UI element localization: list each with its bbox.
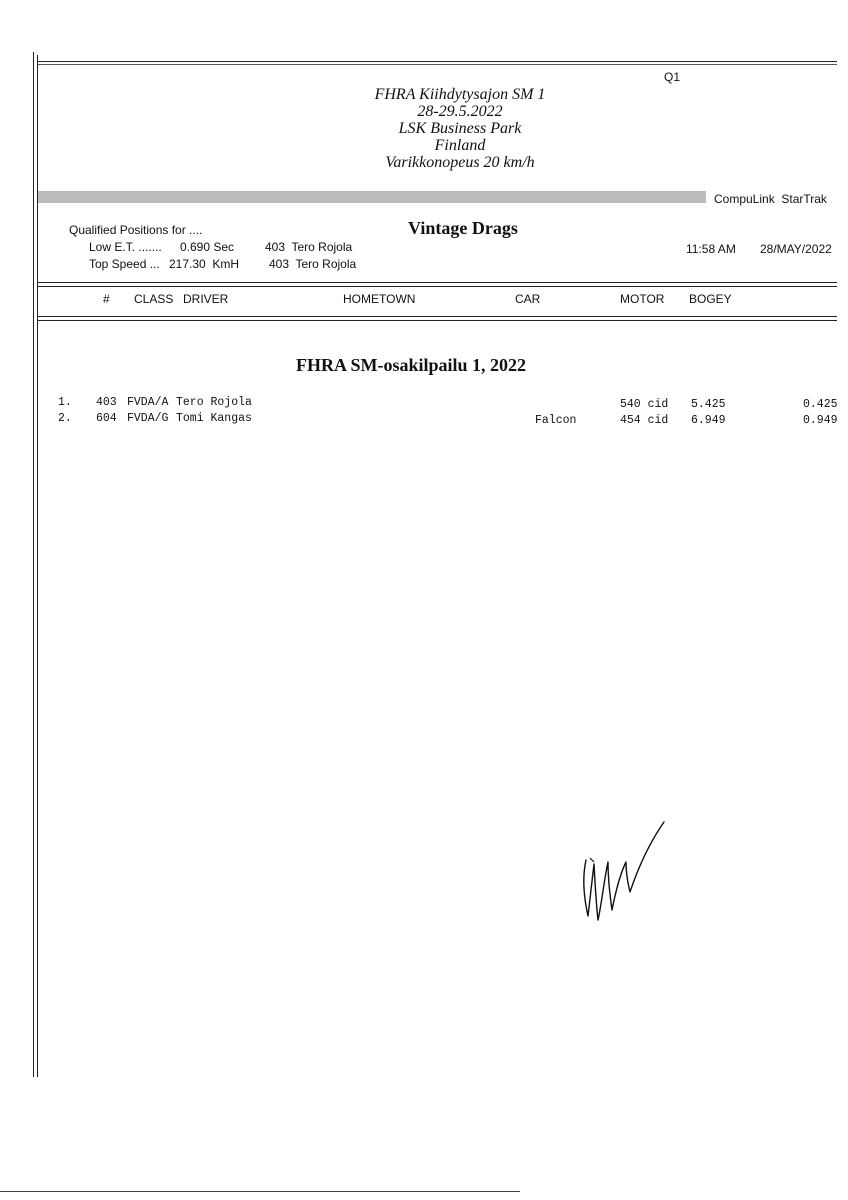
row-difference: 0.949 [803, 414, 838, 427]
column-band-bottom-2 [37, 320, 837, 321]
row-bogey: 5.425 [691, 398, 726, 411]
event-venue: LSK Business Park [398, 120, 522, 137]
column-hometown: HOMETOWN [343, 292, 416, 306]
event-dates: 28-29.5.2022 [417, 103, 503, 120]
frame-left-line-2 [37, 55, 38, 1077]
top-speed-holder: 403 Tero Rojola [269, 257, 357, 271]
row-driver: Tomi Kangas [176, 412, 252, 425]
low-et-holder: 403 Tero Rojola [265, 240, 353, 254]
column-driver: DRIVER [183, 292, 229, 306]
row-position: 2. [58, 412, 72, 425]
frame-top-line [37, 61, 837, 62]
column-car: CAR [515, 292, 541, 306]
report-date: 28/MAY/2022 [760, 242, 832, 256]
column-bogey: BOGEY [689, 292, 732, 306]
row-bogey: 6.949 [691, 414, 726, 427]
page-code: Q1 [664, 70, 681, 84]
row-car: Falcon [535, 414, 577, 427]
event-title: FHRA Kiihdytysajon SM 1 [374, 86, 546, 103]
dotted-band [38, 191, 706, 203]
top-speed-label: Top Speed ... [89, 257, 160, 271]
class-name: Vintage Drags [408, 218, 518, 238]
row-class: FVDA/A [127, 396, 169, 409]
signature-mark [578, 818, 678, 928]
top-speed-value: 217.30 KmH [169, 257, 240, 271]
frame-left-line [33, 52, 34, 1077]
column-band-top-2 [37, 286, 837, 287]
column-band-top [37, 282, 837, 283]
frame-bottom-line [0, 1191, 520, 1192]
row-car-number: 604 [96, 412, 117, 425]
section-title: FHRA SM-osakilpailu 1, 2022 [296, 355, 527, 375]
row-driver: Tero Rojola [176, 396, 252, 409]
row-motor: 540 cid [620, 398, 669, 411]
qualified-heading: Qualified Positions for .... [69, 223, 203, 237]
low-et-label: Low E.T. ....... [89, 240, 162, 254]
low-et-value: 0.690 Sec [180, 240, 235, 254]
frame-top-line-2 [37, 64, 837, 65]
pit-speed-notice: Varikkonopeus 20 km/h [385, 154, 535, 171]
column-motor: MOTOR [620, 292, 665, 306]
row-motor: 454 cid [620, 414, 669, 427]
row-position: 1. [58, 396, 72, 409]
row-car-number: 403 [96, 396, 117, 409]
event-country: Finland [434, 137, 486, 154]
row-difference: 0.425 [803, 398, 838, 411]
column-num: # [103, 292, 110, 306]
row-class: FVDA/G [127, 412, 169, 425]
software-name: CompuLink StarTrak [714, 192, 827, 206]
column-band-bottom [37, 316, 837, 317]
report-time: 11:58 AM [686, 242, 736, 256]
column-class: CLASS [134, 292, 174, 306]
